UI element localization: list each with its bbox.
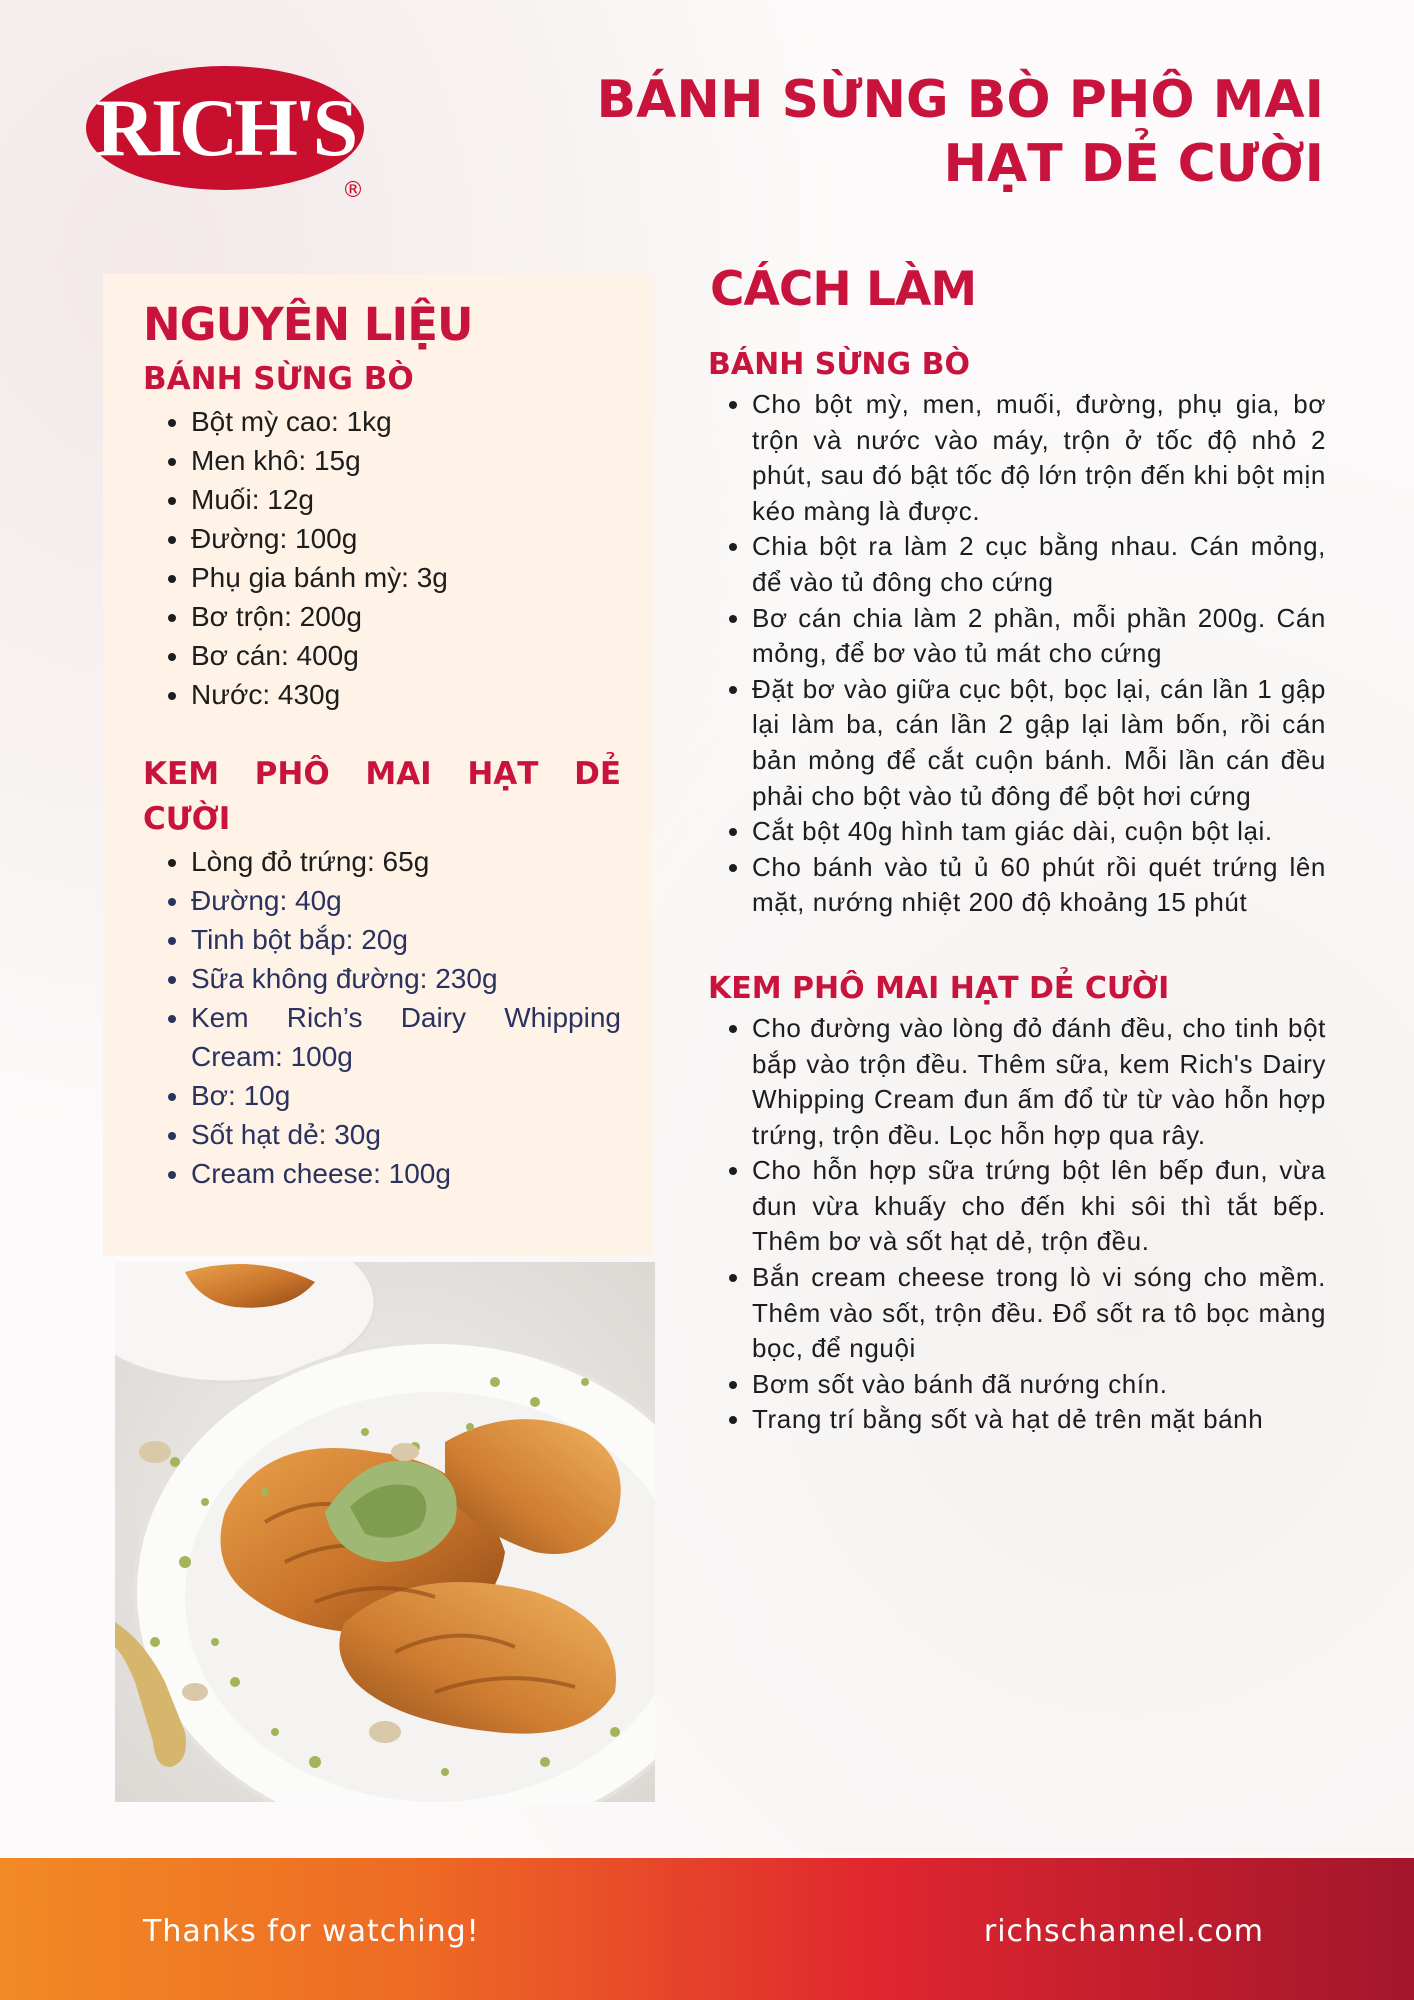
ingredient-item: • Bơ cán: 400g: [191, 636, 621, 675]
richs-logo: [86, 66, 364, 190]
method-step: • Bơm sốt vào bánh đã nướng chín.: [752, 1367, 1326, 1403]
ingredients-list-croissant: [143, 402, 621, 714]
ingredients-section-title: KEM PHÔ MAI HẠT DẺ CƯỜI: [143, 756, 621, 837]
ingredient-item: • Bơ trộn: 200g: [191, 597, 621, 636]
ingredient-item: • Sữa không đường: 230g: [191, 959, 621, 998]
ingredients-list-pistachio-cream: [143, 842, 621, 1193]
footer-thanks-text: Thanks for watching!: [143, 1914, 480, 1949]
method-step: • Cho bánh vào tủ ủ 60 phút rồi quét trứng lên mặt, nướng nhiệt 200 độ khoảng 15 phút: [752, 850, 1326, 921]
recipe-title-line2: HẠT DẺ CƯỜI: [943, 134, 1324, 194]
method-step: • Đặt bơ vào giữa cục bột, bọc lại, cán lần 1 gập lại làm ba, cán lần 2 gập lại làm bốn, rồi cán bản mỏng để cắt cuộn bánh. Mỗi lần cán đều phải cho bột vào tủ đông để bột hơi cứng: [752, 672, 1326, 814]
ingredient-item: • Kem Rich’s Dairy Whipping Cream: 100g: [191, 998, 621, 1076]
ingredient-item: • Nước: 430g: [191, 675, 621, 714]
method-column: [708, 262, 1326, 1438]
footer-website-link[interactable]: richschannel.com: [983, 1914, 1264, 1949]
ingredient-item: • Sốt hạt dẻ: 30g: [191, 1115, 621, 1154]
ingredient-item: • Phụ gia bánh mỳ: 3g: [191, 558, 621, 597]
method-step: • Trang trí bằng sốt và hạt dẻ trên mặt bánh: [752, 1402, 1326, 1438]
method-steps-pistachio-cream: [708, 1011, 1326, 1438]
ingredients-section-title: BÁNH SỪNG BÒ: [143, 361, 414, 397]
method-section-title: BÁNH SỪNG BÒ: [708, 347, 970, 382]
section-spacer: [708, 921, 1326, 967]
method-step: • Bắn cream cheese trong lò vi sóng cho mềm. Thêm vào sốt, trộn đều. Đổ sốt ra tô bọc màng bọc, để nguội: [752, 1260, 1326, 1367]
recipe-title-line1: BÁNH SỪNG BÒ PHÔ MAI: [596, 70, 1324, 130]
ingredient-item: • Cream cheese: 100g: [191, 1154, 621, 1193]
section-spacer: [143, 714, 621, 752]
ingredient-item: • Bơ: 10g: [191, 1076, 621, 1115]
method-step: • Cắt bột 40g hình tam giác dài, cuộn bột lại.: [752, 814, 1326, 850]
method-step: • Cho hỗn hợp sữa trứng bột lên bếp đun, vừa đun vừa khuấy cho đến khi sôi thì tắt bếp. Thêm bơ và sốt hạt dẻ, trộn đều.: [752, 1153, 1326, 1260]
method-heading: CÁCH LÀM: [710, 262, 977, 317]
footer-bar: [0, 1858, 1414, 2000]
method-step: • Cho đường vào lòng đỏ đánh đều, cho tinh bột bắp vào trộn đều. Thêm sữa, kem Rich's Dairy Whipping Cream đun ấm đổ từ từ vào hỗn hợp trứng, trộn đều. Lọc hỗn hợp qua rây.: [752, 1011, 1326, 1153]
method-section-title: KEM PHÔ MAI HẠT DẺ CƯỜI: [708, 970, 1170, 1006]
method-step: • Bơ cán chia làm 2 phần, mỗi phần 200g. Cán mỏng, để bơ vào tủ mát cho cứng: [752, 601, 1326, 672]
ingredients-panel: [103, 274, 653, 1256]
croissant-illustration: [115, 1262, 655, 1802]
method-step: • Cho bột mỳ, men, muối, đường, phụ gia, bơ trộn và nước vào máy, trộn ở tốc độ nhỏ 2 phút, sau đó bật tốc độ lớn trộn đến khi bột mịn kéo màng là được.: [752, 387, 1326, 529]
method-step: • Chia bột ra làm 2 cục bằng nhau. Cán mỏng, để vào tủ đông cho cứng: [752, 529, 1326, 600]
registered-mark: ®: [342, 178, 364, 203]
ingredient-item: • Tinh bột bắp: 20g: [191, 920, 621, 959]
ingredient-item: • Lòng đỏ trứng: 65g: [191, 842, 621, 881]
ingredient-item: • Men khô: 15g: [191, 441, 621, 480]
ingredient-item: • Bột mỳ cao: 1kg: [191, 402, 621, 441]
method-steps-croissant: [708, 387, 1326, 921]
ingredient-item: • Đường: 100g: [191, 519, 621, 558]
ingredients-heading: NGUYÊN LIỆU: [143, 298, 473, 351]
croissant-photo: [115, 1262, 655, 1802]
logo-text: RICH'S: [95, 82, 355, 173]
ingredient-item: • Muối: 12g: [191, 480, 621, 519]
recipe-title: [564, 68, 1324, 196]
ingredient-item: • Đường: 40g: [191, 881, 621, 920]
